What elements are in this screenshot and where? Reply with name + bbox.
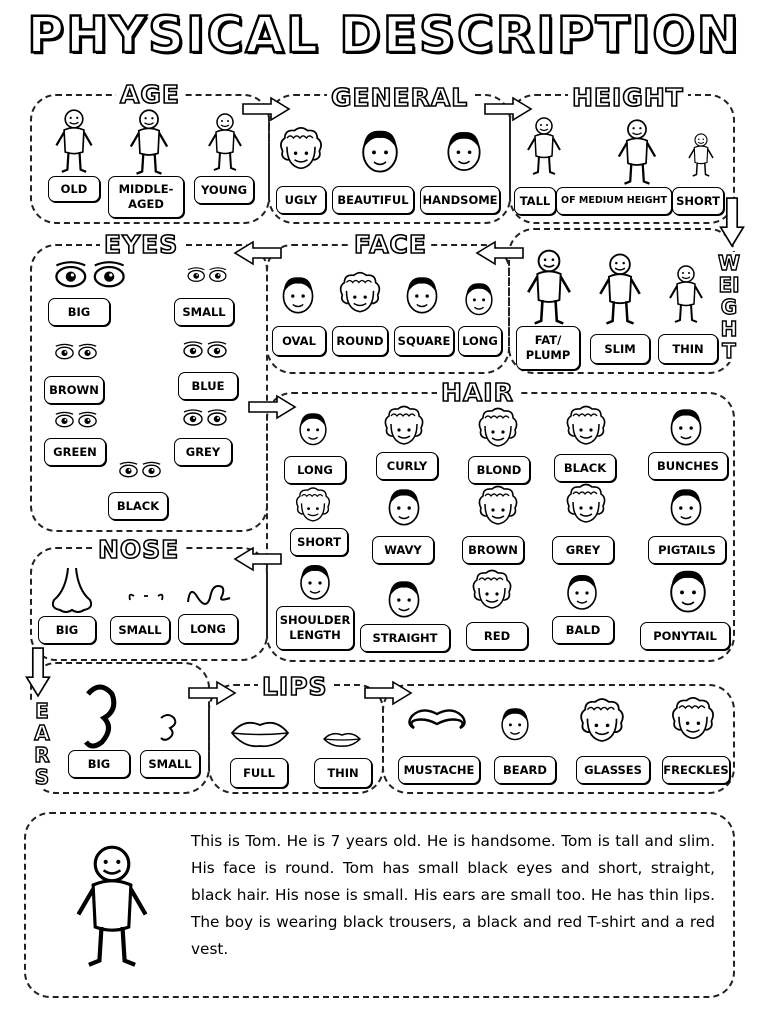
label-oval: OVAL <box>272 326 326 356</box>
freckles-face-icon <box>666 692 720 748</box>
ugly-face-icon <box>274 120 328 180</box>
arrow-left-icon <box>232 546 284 572</box>
label-big-eyes: BIG <box>48 298 110 326</box>
small-eyes-icon <box>184 266 230 284</box>
label-beard: BEARD <box>494 756 556 784</box>
label-square: SQUARE <box>394 326 454 356</box>
label-curly: CURLY <box>376 452 438 480</box>
label-medium-height: OF MEDIUM HEIGHT <box>556 187 672 215</box>
face-heading: FACE <box>350 232 431 258</box>
label-shoulder-length: SHOULDER LENGTH <box>276 606 354 650</box>
blue-eyes-icon <box>180 340 230 360</box>
old-man-icon <box>48 108 100 174</box>
arrow-down-icon <box>24 646 52 698</box>
general-heading: GENERAL <box>327 85 472 111</box>
arrow-left-icon <box>232 240 284 266</box>
label-freckles: FRECKLES <box>662 756 730 784</box>
label-straight: STRAIGHT <box>360 624 450 652</box>
label-short-hair: SHORT <box>290 528 348 556</box>
label-brown-hair: BROWN <box>462 536 524 564</box>
red-hair-icon <box>464 566 520 616</box>
label-blond: BLOND <box>468 456 530 484</box>
label-green-eyes: GREEN <box>44 438 106 466</box>
round-face-icon <box>334 268 386 320</box>
label-thin-lips: THIN <box>314 758 372 788</box>
oval-face-icon <box>272 266 324 322</box>
label-fat-plump: FAT/ PLUMP <box>516 326 580 370</box>
small-nose-icon <box>124 586 168 608</box>
middle-aged-man-icon <box>122 108 176 176</box>
label-small-nose: SMALL <box>110 616 170 644</box>
tom-description-text: This is Tom. He is 7 years old. He is handsome. Tom is tall and slim. His face is round. Tom has small black eyes and short, straight, black hair. His nose is small. His ears are small too. He has thin lips. The boy is wearing black trousers, a black and red T-shirt and a red vest. <box>191 832 715 958</box>
full-lips-icon <box>230 716 290 750</box>
label-pigtails: PIGTAILS <box>648 536 726 564</box>
shoulder-length-hair-icon <box>286 556 344 606</box>
mustache-icon <box>402 704 472 738</box>
big-nose-icon <box>46 564 98 616</box>
label-bald: BALD <box>552 616 614 644</box>
grey-eyes-icon <box>180 408 230 428</box>
label-ponytail: PONYTAIL <box>640 622 730 650</box>
label-round: ROUND <box>332 326 388 356</box>
square-face-icon <box>396 268 448 320</box>
label-mustache: MUSTACHE <box>398 756 480 784</box>
arrow-right-icon <box>362 680 414 706</box>
label-grey-hair: GREY <box>552 536 614 564</box>
thin-lips-icon <box>322 728 362 750</box>
glasses-face-icon <box>574 694 630 750</box>
eyes-heading: EYES <box>100 232 182 258</box>
beard-face-icon <box>492 696 538 750</box>
label-blue-eyes: BLUE <box>178 372 238 400</box>
label-short: SHORT <box>672 187 724 215</box>
label-wavy: WAVY <box>372 536 434 564</box>
height-heading: HEIGHT <box>568 85 688 111</box>
label-tall: TALL <box>514 187 556 215</box>
label-big-nose: BIG <box>38 616 96 644</box>
arrow-right-icon <box>186 680 238 706</box>
label-full-lips: FULL <box>230 758 288 788</box>
label-small-eyes: SMALL <box>174 298 234 326</box>
nose-heading: NOSE <box>94 537 183 563</box>
label-black-hair: BLACK <box>554 454 616 482</box>
handsome-face-icon <box>436 120 492 180</box>
long-nose-icon <box>184 576 236 610</box>
lips-heading: LIPS <box>258 674 332 700</box>
label-young: YOUNG <box>194 176 254 204</box>
blond-hair-icon <box>470 404 526 454</box>
label-black-eyes: BLACK <box>108 492 168 520</box>
brown-hair-icon <box>470 482 526 532</box>
green-eyes-icon <box>52 410 100 430</box>
brown-eyes-icon <box>52 342 100 362</box>
label-long-hair: LONG <box>284 456 346 484</box>
hair-heading: HAIR <box>437 380 518 406</box>
label-long-face: LONG <box>458 326 502 356</box>
long-face-icon <box>456 270 502 326</box>
label-grey-eyes: GREY <box>174 438 232 466</box>
ponytail-hair-icon <box>648 560 728 620</box>
big-ear-icon <box>80 680 120 752</box>
label-thin: THIN <box>658 334 718 364</box>
black-eyes-icon <box>116 460 164 480</box>
bald-head-icon <box>554 566 610 616</box>
label-small-ears: SMALL <box>140 750 200 778</box>
worksheet-title: PHYSICAL DESCRIPTION <box>27 6 741 64</box>
slim-man-icon <box>594 252 646 326</box>
pigtails-hair-icon <box>660 480 712 532</box>
label-ugly: UGLY <box>276 186 326 214</box>
thin-man-icon <box>666 256 706 332</box>
short-man-icon <box>686 132 716 178</box>
label-beautiful: BEAUTIFUL <box>332 186 414 214</box>
label-long-nose: LONG <box>178 614 238 644</box>
label-slim: SLIM <box>590 334 650 364</box>
straight-hair-icon <box>376 572 432 624</box>
label-middle-aged: MIDDLE-AGED <box>108 176 184 218</box>
black-hair-icon <box>558 402 614 452</box>
small-ear-icon <box>156 712 180 742</box>
short-hair-icon <box>290 484 336 528</box>
wavy-hair-icon <box>374 480 434 532</box>
age-heading: AGE <box>116 82 184 108</box>
young-child-icon <box>200 112 250 172</box>
big-eyes-icon <box>50 258 130 292</box>
ears-heading: EARS <box>30 700 54 788</box>
label-red-hair: RED <box>466 622 528 650</box>
grey-hair-icon <box>558 480 614 530</box>
beautiful-face-icon <box>350 120 410 180</box>
label-glasses: GLASSES <box>576 756 650 784</box>
label-brown-eyes: BROWN <box>44 376 104 404</box>
label-big-ears: BIG <box>68 750 130 778</box>
label-handsome: HANDSOME <box>420 186 500 214</box>
label-bunches: BUNCHES <box>648 452 728 480</box>
long-hair-icon <box>290 400 336 456</box>
fat-man-icon <box>518 248 580 326</box>
weight-heading: WEIGHT <box>717 251 741 363</box>
label-old: OLD <box>48 176 100 202</box>
curly-hair-icon <box>376 402 432 452</box>
tall-man-icon <box>524 102 564 190</box>
medium-height-man-icon <box>612 118 662 186</box>
boy-tom-icon <box>70 826 154 986</box>
bunches-hair-icon <box>660 400 712 452</box>
